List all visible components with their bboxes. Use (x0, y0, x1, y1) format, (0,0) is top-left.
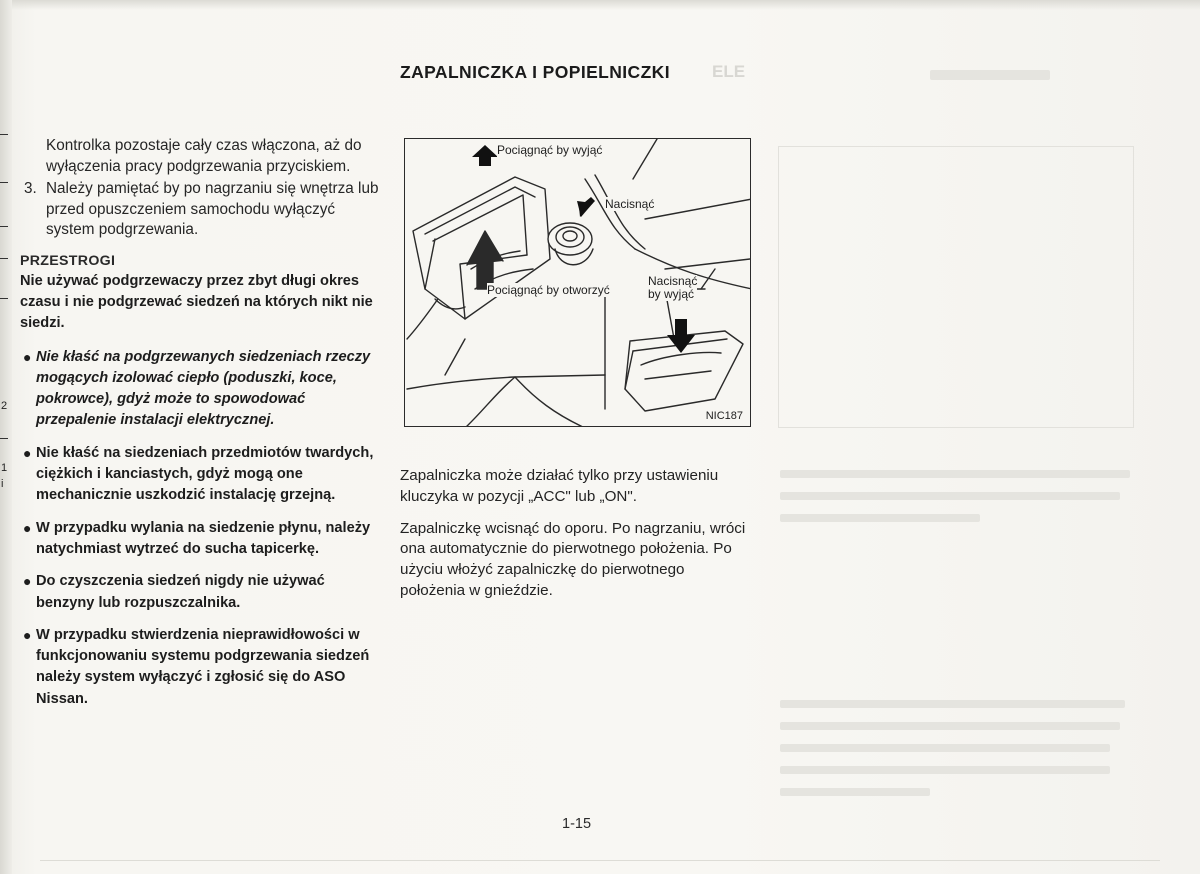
bullet-icon: ● (23, 626, 32, 643)
warning-bullet-list (20, 347, 380, 710)
label-pull-to-open: Pociągnąć by otworzyć (487, 283, 610, 297)
bleed-through-text (780, 470, 1130, 478)
edge-tick (0, 134, 8, 135)
figure-code: NIC187 (705, 410, 743, 422)
list-item: ● Nie kłaść na podgrzewanych siedzeniach rzeczy mogących izolować ciepło (poduszki, koce, pokrowce), gdyż może to spowodować przepalenie instalacji elektrycznej. (23, 348, 371, 429)
bleed-through-text (780, 744, 1110, 752)
edge-tick (0, 182, 8, 183)
bleed-through-text (780, 700, 1125, 708)
lighter-ignition-paragraph: Zapalniczka może działać tylko przy ustawieniu kluczyka w pozycji „ACC" lub „ON". (400, 467, 719, 505)
warning-paragraph: Nie używać podgrzewaczy przez zbyt długi okres czasu i nie podgrzewać siedzeń na których nikt nie siedzi. (20, 272, 373, 332)
label-pull-to-remove: Pociągnąć by wyjąć (497, 143, 603, 157)
bullet-icon: ● (23, 348, 32, 365)
item-number: 3. (24, 180, 37, 198)
bleed-through-text (780, 514, 980, 522)
bleed-through-text (780, 722, 1120, 730)
bullet-icon: ● (23, 444, 32, 461)
edge-mark: i (1, 478, 4, 490)
bleed-through-text: ELE (712, 62, 746, 81)
bleed-through-text (780, 788, 930, 796)
edge-tick (0, 438, 8, 439)
warning-heading: PRZESTROGI (20, 252, 116, 269)
label-press: Nacisnąć (605, 197, 655, 211)
left-column (20, 136, 380, 721)
edge-tick (0, 258, 8, 259)
edge-mark: 2 (1, 400, 8, 412)
page-top-shadow (0, 0, 1200, 10)
list-item: ● Nie kłaść na siedzeniach przedmiotów twardych, ciężkich i kanciastych, gdyż mogą one mechanicznie uszkodzić instalację grzejną. (23, 444, 374, 504)
edge-tick (0, 298, 8, 299)
list-item: ● W przypadku wylania na siedzenie płynu, należy natychmiast wytrzeć do sucha tapicerkę. (23, 519, 371, 557)
bleed-through-text (780, 766, 1110, 774)
bullet-icon: ● (23, 573, 32, 590)
list-item: ● W przypadku stwierdzenia nieprawidłowości w funkcjonowaniu systemu podgrzewania siedzeń należy system wyłączyć i zgłosić się do ASO Nissan. (23, 626, 370, 707)
list-item: ● Do czyszczenia siedzeń nigdy nie używać benzyny lub rozpuszczalnika. (23, 573, 325, 611)
bleed-through-figure (778, 146, 1134, 428)
lighter-usage-paragraph: Zapalniczkę wcisnąć do oporu. Po nagrzaniu, wróci ona automatycznie do pierwotnego położenia. Po użyciu włożyć zapalniczkę do pierwotnego położenia w gnieździe. (400, 519, 746, 599)
lighter-ashtray-illustration (404, 138, 751, 427)
section-title: ZAPALNICZKA I POPIELNICZKI (400, 62, 670, 82)
edge-mark: 1 (1, 462, 8, 474)
page-bottom-edge (40, 860, 1160, 861)
intro-paragraph: Kontrolka pozostaje cały czas włączona, aż do wyłączenia pracy podgrzewania przyciskiem. (46, 137, 362, 175)
bullet-icon: ● (23, 519, 32, 536)
edge-tick (0, 226, 8, 227)
bleed-through-text (780, 492, 1120, 500)
middle-column (400, 466, 752, 613)
label-press-to-remove: Nacisnąć by wyjąć (648, 274, 698, 301)
numbered-item-3 (20, 179, 380, 241)
binding-edge (0, 0, 12, 874)
item-text: Należy pamiętać by po nagrzaniu się wnętrza lub przed opuszczeniem samochodu wyłączyć system podgrzewania. (46, 180, 379, 239)
bleed-through-text (930, 70, 1050, 80)
page-number: 1-15 (562, 816, 592, 832)
